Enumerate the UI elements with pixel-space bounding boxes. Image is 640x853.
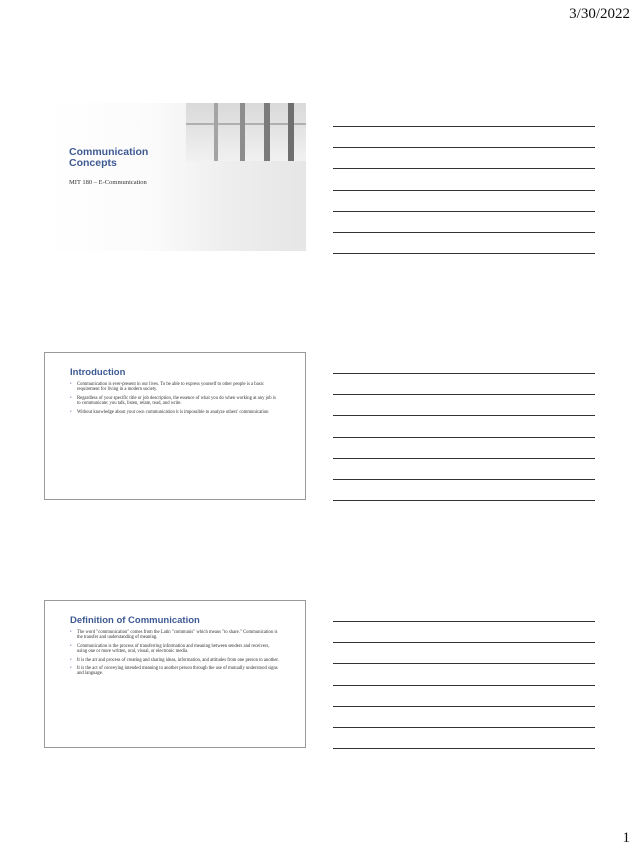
slide-title: Definition of Communication [70,615,200,626]
note-line [333,394,595,395]
note-line [333,748,595,749]
note-line [333,642,595,643]
note-line [333,500,595,501]
bullet-item: • Regardless of your specific title or job description, the essence of what you do when working at any job is to communicate; you talk, listen, relate, read, and write. [70,396,280,407]
bullet-item: • Communication is the process of transferring information and meaning between senders and receivers, using one or more written, oral, visual, or electronic media. [70,644,280,655]
note-line [333,190,595,191]
slide-subtitle: MIT 180 – E-Communication [69,179,147,186]
note-line [333,373,595,374]
note-line [333,458,595,459]
note-line [333,253,595,254]
note-line [333,232,595,233]
note-line [333,706,595,707]
bullet-item: • The word "communication" comes from the Latin "communis" which means "to share." Communication is the transfer and understanding of meaning. [70,630,280,641]
note-line [333,621,595,622]
window-frame [214,103,218,161]
note-line [333,147,595,148]
note-line [333,479,595,480]
bullet-list [70,382,280,418]
slide-title-thumbnail [44,103,306,251]
slide-title: Introduction [70,367,126,378]
building-windows-image [186,103,306,161]
note-line [333,437,595,438]
slide-introduction-thumbnail [44,352,306,500]
note-line [333,126,595,127]
print-date: 3/30/2022 [569,6,630,22]
slide-definition-thumbnail [44,600,306,748]
notes-lines [333,621,595,769]
bullet-item: • Without knowledge about your own communication it is impossible to analyze others' communication [70,410,280,415]
notes-lines [333,126,595,274]
note-line [333,685,595,686]
window-frame [264,103,270,161]
bullet-item: • Communication is ever-present in our lives. To be able to express yourself to other people is a basic requirement for living in a modern society. [70,382,280,393]
note-line [333,415,595,416]
bullet-item: • It is the art and process of creating and sharing ideas, information, and attitudes from one person to another. [70,658,280,663]
note-line [333,168,595,169]
bullet-list [70,630,280,680]
note-line [333,663,595,664]
window-frame [240,103,245,161]
bullet-item: • It is the act of conveying intended meaning to another person through the use of mutually understood signs and language. [70,666,280,677]
slide-title: Communication Concepts [69,146,149,169]
window-frame [288,103,294,161]
notes-lines [333,373,595,521]
page-number: 1 [622,830,630,846]
note-line [333,727,595,728]
note-line [333,211,595,212]
